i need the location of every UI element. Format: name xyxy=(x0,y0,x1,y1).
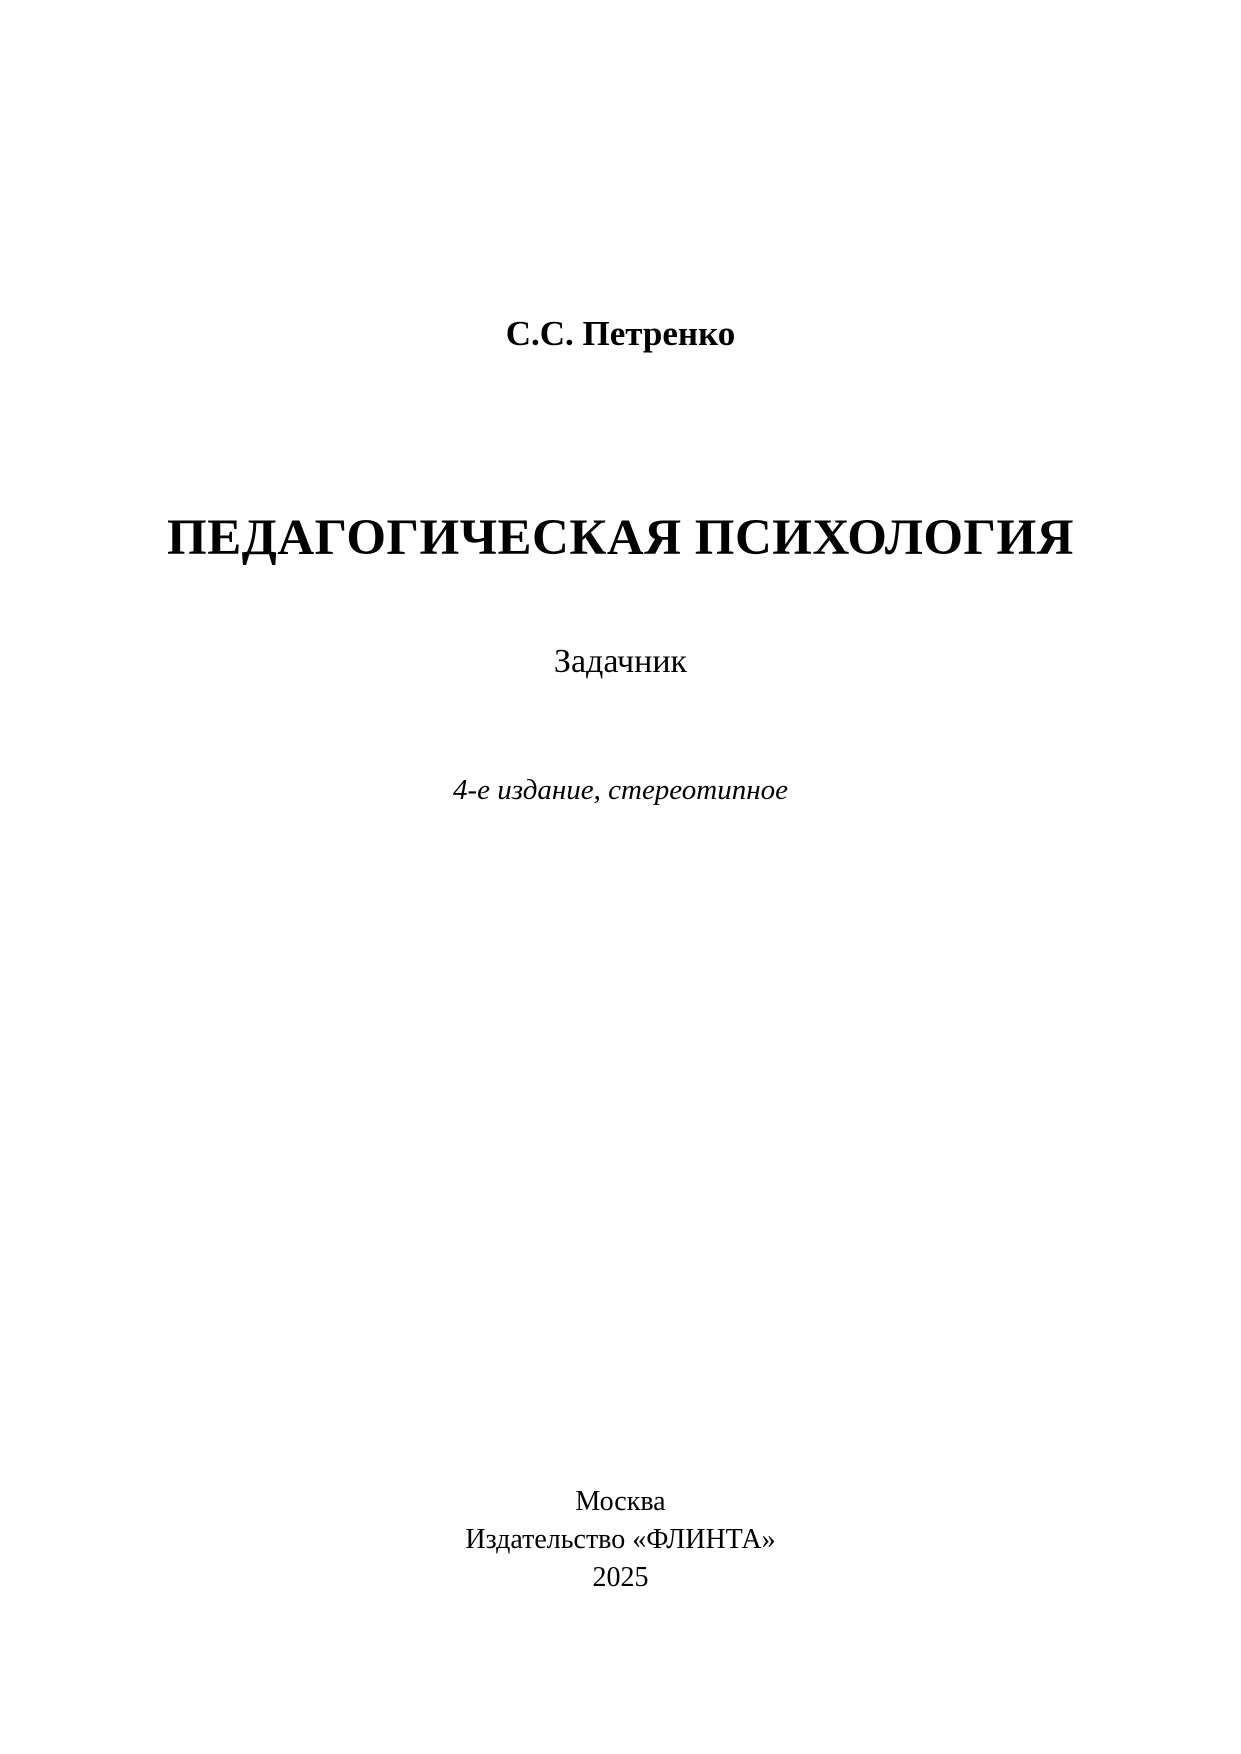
author-name: С.С. Петренко xyxy=(505,314,736,353)
imprint-year: 2025 xyxy=(592,1562,649,1593)
imprint-city: Москва xyxy=(575,1486,666,1517)
book-title: ПЕДАГОГИЧЕСКАЯ ПСИХОЛОГИЯ xyxy=(167,510,1074,566)
book-subtitle: Задачник xyxy=(553,643,688,680)
imprint-block xyxy=(0,1483,1241,1597)
imprint-publisher: Издательство «ФЛИНТА» xyxy=(465,1524,776,1555)
edition-note: 4-е издание, стереотипное xyxy=(452,774,788,806)
